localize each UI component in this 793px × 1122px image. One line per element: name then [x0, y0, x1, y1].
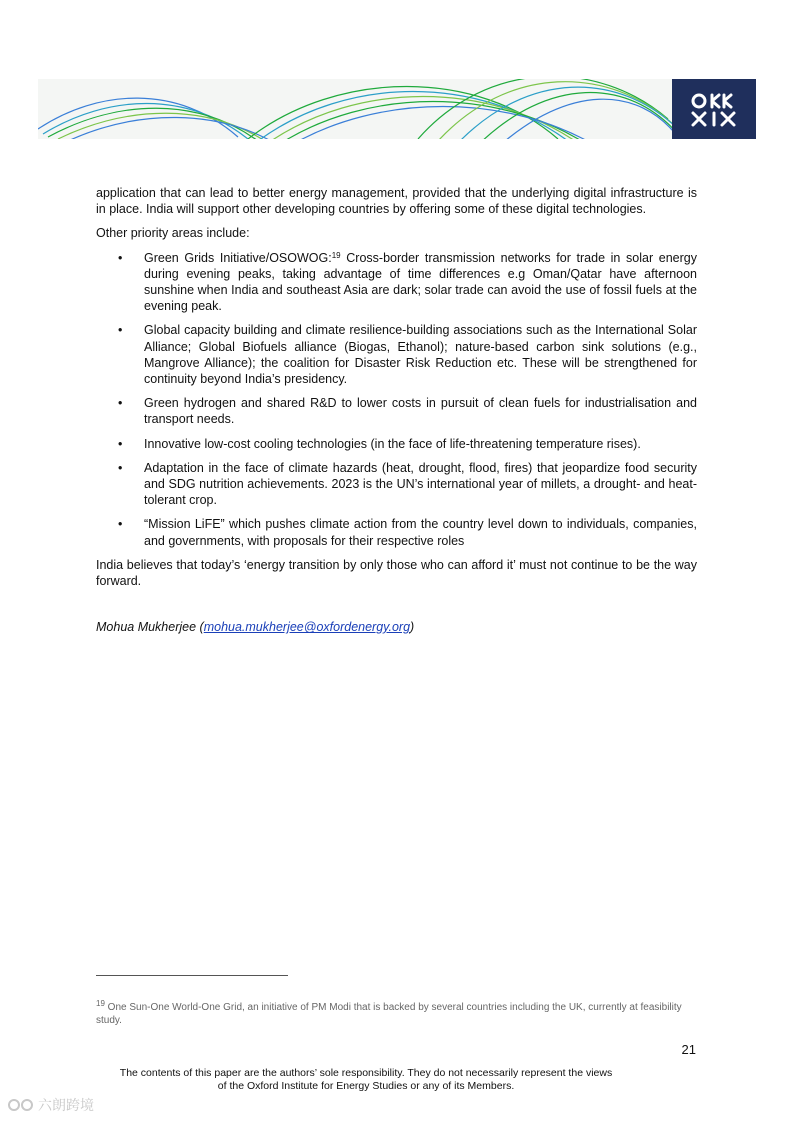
list-item: • Green hydrogen and shared R&D to lower costs in pursuit of clean fuels for industrialisation and transport needs. [118, 396, 697, 427]
oies-logo [672, 79, 756, 139]
disclaimer: The contents of this paper are the authors’ sole responsibility. They do not necessarily represent the views of the Oxford Institute for Energy Studies or any of its Members. [119, 1067, 613, 1092]
footnote-divider [96, 975, 288, 976]
watermark [8, 1094, 94, 1116]
lead-in-paragraph: Other priority areas include: [96, 226, 250, 241]
watermark-logo-icon [8, 1097, 34, 1113]
footnote-ref[interactable]: 19 [331, 250, 341, 260]
page-number: 21 [681, 1042, 696, 1057]
list-item: • “Mission LiFE” which pushes climate action from the country level down to individuals, companies, and governments, with proposals for their respective roles [118, 517, 697, 548]
footnote-number: 19 [96, 999, 105, 1008]
oies-logo-icon [672, 79, 756, 139]
list-item: • Innovative low-cost cooling technologies (in the face of life-threatening temperature rises). [118, 436, 641, 451]
priority-list [96, 250, 697, 549]
bullet-icon: • [118, 396, 123, 411]
bullet-icon: • [118, 517, 123, 532]
list-item: • Global capacity building and climate resilience-building associations such as the International Solar Alliance; Global Biofuels alliance (Biogas, Ethanol); nature-based carbon sink solutions (e.g., Mangrove Alliance); the coalition for Disaster Risk Reduction etc. These will be strengthened for continuity beyond India’s presidency. [118, 323, 697, 387]
footnote: $^{19}$ One Sun-One World-One Grid, an initiative of PM Modi that is backed by several countries including the UK, currently at feasibility study. [96, 999, 682, 1026]
list-item: • Adaptation in the face of climate hazards (heat, drought, flood, fires) that jeopardize food security and SDG nutrition achievements. 2023 is the UN’s international year of millets, a drought- and heat-tolerant crop. [118, 460, 697, 508]
author-credit: Mohua Mukherjee (mohua.mukherjee@oxfordenergy.org) [96, 620, 415, 635]
closing-paragraph: India believes that today’s ‘energy transition by only those who can afford it’ must not continue to be the way forward. [96, 557, 697, 589]
bullet-icon: • [118, 460, 123, 475]
watermark-text: 六朗跨境 [38, 1097, 94, 1113]
author-email-link[interactable]: mohua.mukherjee@oxfordenergy.org [203, 620, 411, 635]
main-text [96, 185, 697, 643]
bullet-icon: • [118, 323, 123, 338]
bullet-icon: • [118, 436, 123, 451]
wave-pattern-graphic [38, 79, 756, 139]
list-item: • Green Grids Initiative/OSOWOG:$^{19}$ Cross-border transmission networks for trade in solar energy during evening peaks, taking advantage of time differences e.g Oman/Qatar have afternoon sunshine when India and southeast Asia are dark; solar trade can avoid the use of fossil fuels at the evening peak. [118, 250, 697, 314]
bullet-icon: • [118, 250, 123, 265]
header-banner [38, 79, 756, 139]
intro-paragraph: application that can lead to better energy management, provided that the underlying digital infrastructure is in place. India will support other developing countries by offering some of these digital technologies. [96, 186, 697, 217]
